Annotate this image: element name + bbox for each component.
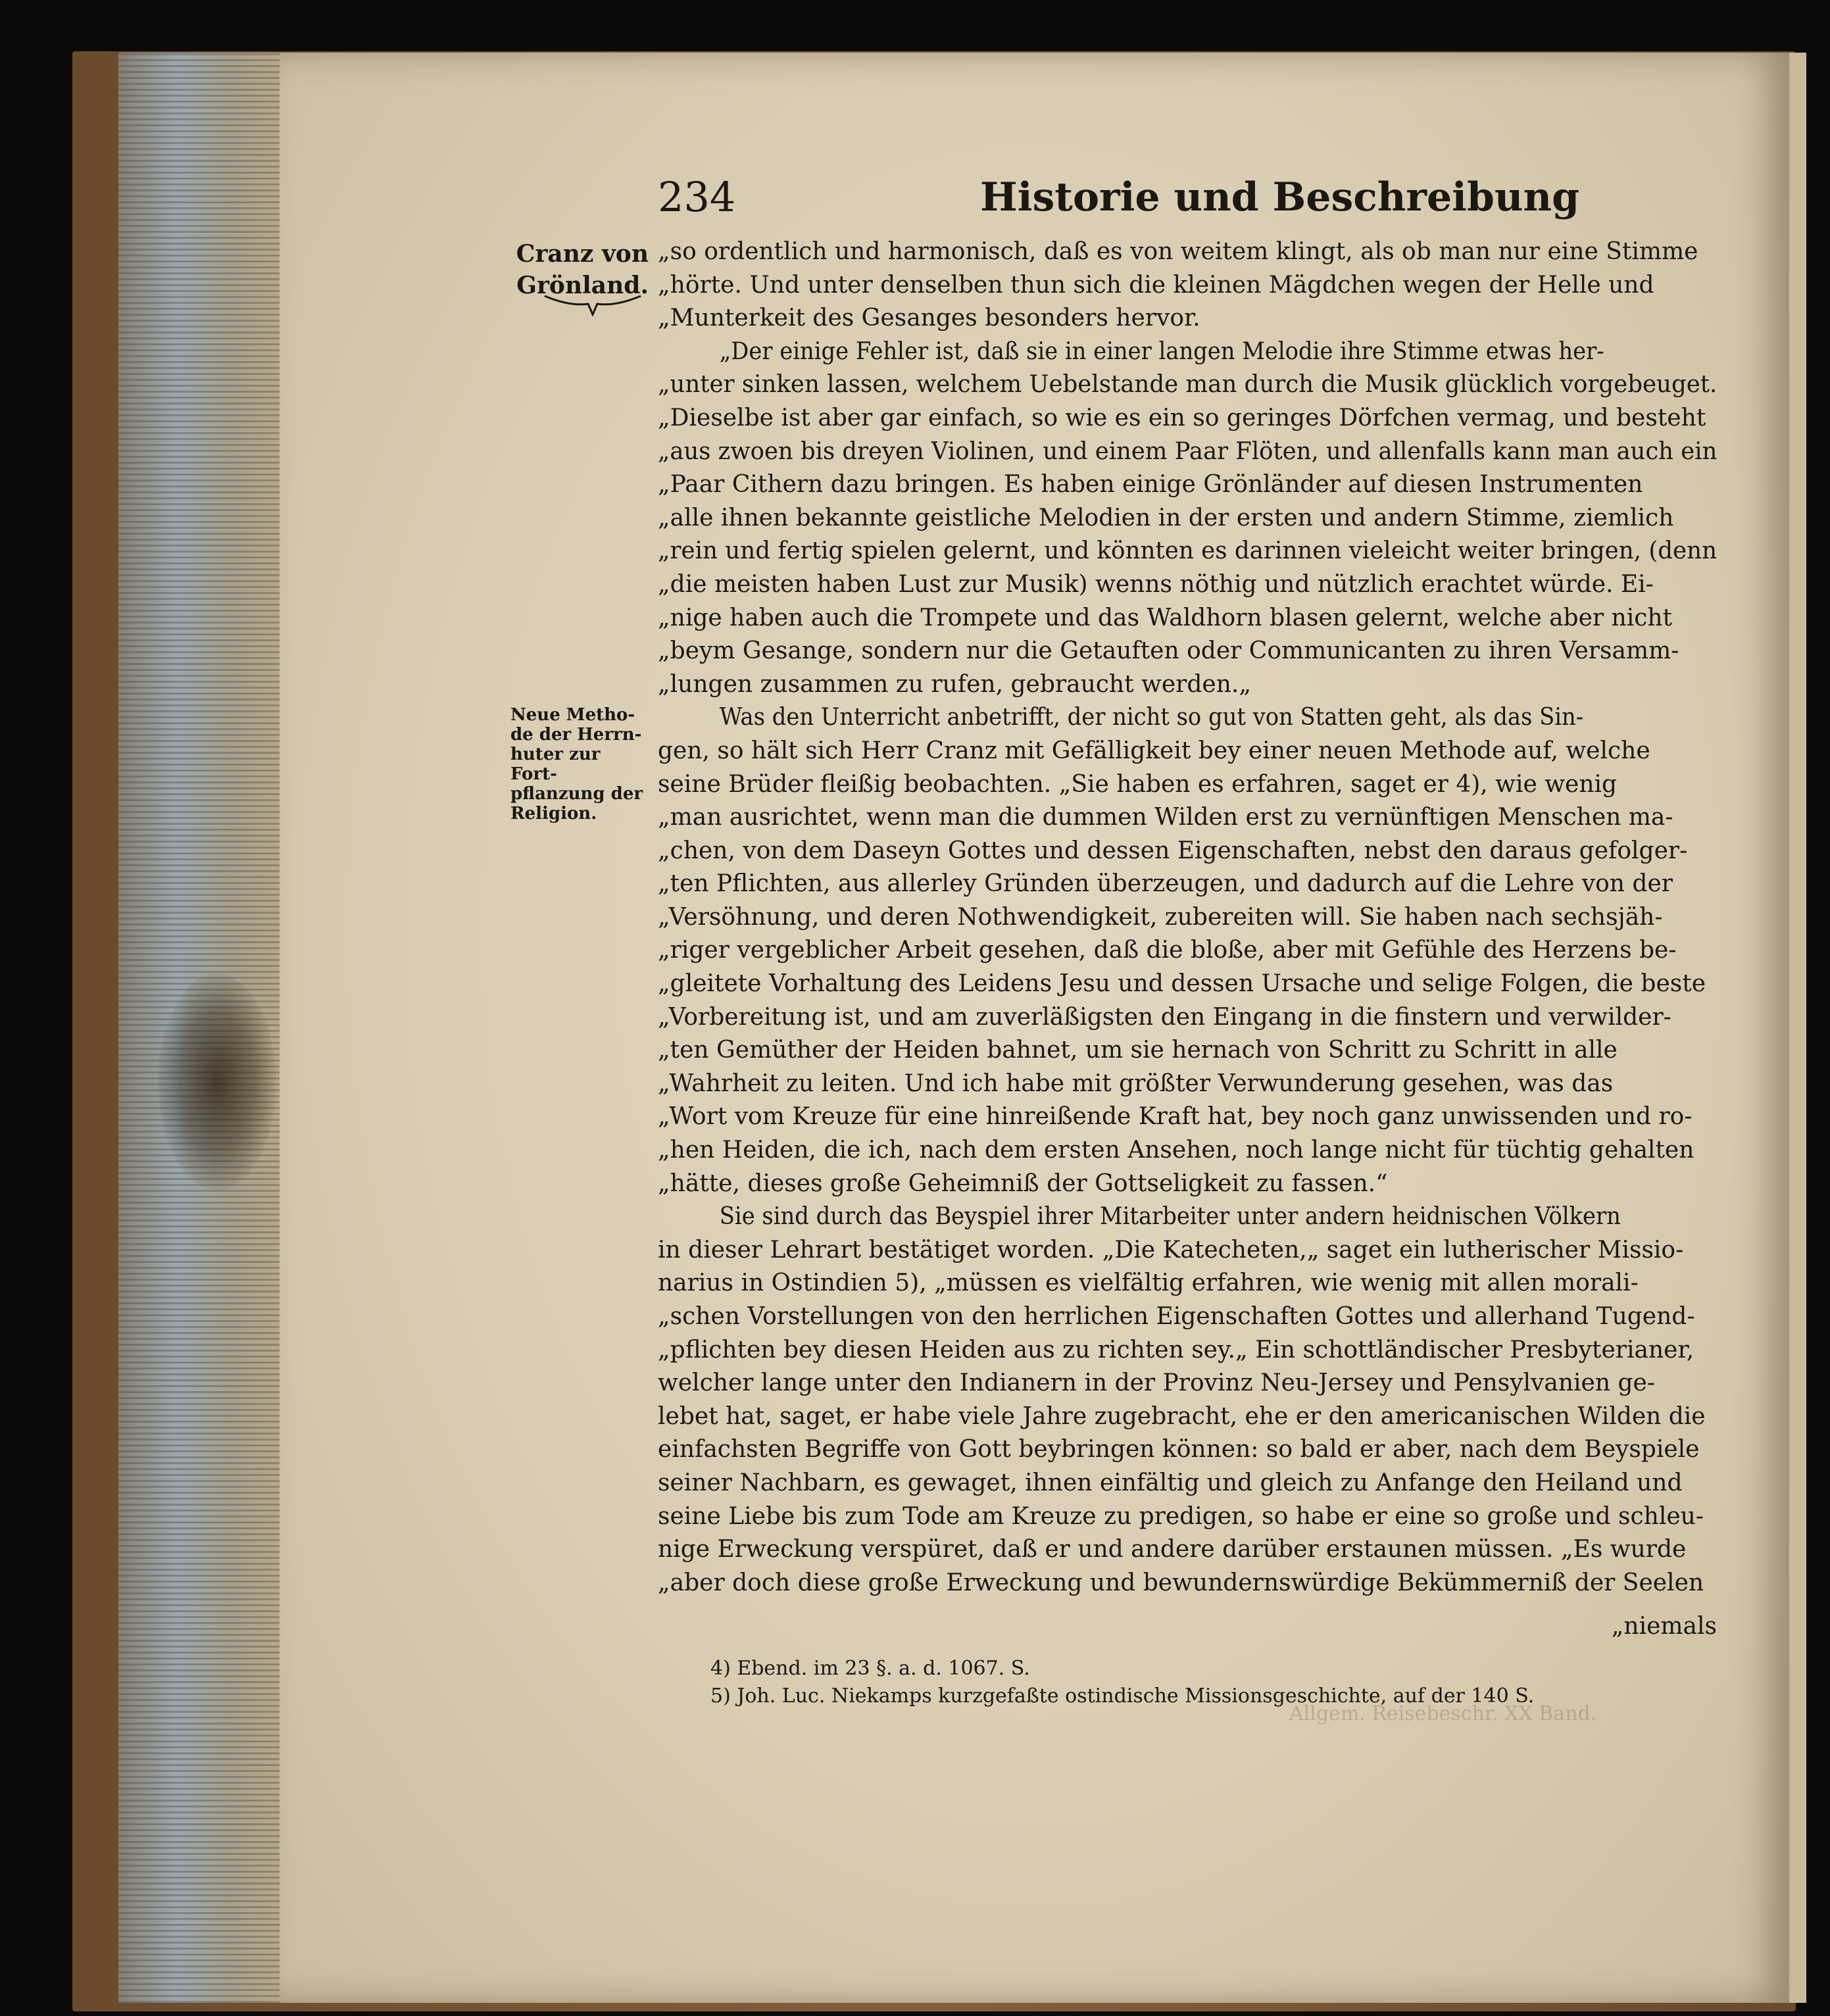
- text-line: seiner Nachbarn, es gewaget, ihnen einfältig und gleich zu Anfange den Heiland und: [658, 1469, 1683, 1496]
- water-stain: [158, 973, 276, 1191]
- text-line: „Paar Cithern dazu bringen. Es haben einige Grönländer auf diesen Instrumenten: [658, 471, 1643, 499]
- text-line: „so ordentlich und harmonisch, daß es von weitem klingt, als ob man nur eine Stimme: [658, 238, 1698, 265]
- text-line: „aus zwoen bis dreyen Violinen, und einem Paar Flöten, und allenfalls kann man auch ein: [658, 437, 1718, 465]
- text-line: „Vorbereitung ist, und am zuverläßigsten den Eingang in die finstern und verwilder-: [658, 1003, 1671, 1031]
- text-line: welcher lange unter den Indianern in der Provinz Neu-Jersey und Pensylvanien ge-: [658, 1369, 1656, 1397]
- margin-note-line: de der Herrn-: [510, 725, 642, 745]
- margin-note-method: [510, 705, 652, 824]
- footnote: 4) Ebend. im 23 §. a. d. 1067. S.: [710, 1657, 1030, 1680]
- text-line: „die meisten haben Lust zur Musik) wenns nöthig und nützlich erachtet würde. Ei-: [658, 570, 1654, 598]
- text-line: einfachsten Begriffe von Gott beybringen können: so bald er aber, nach dem Beyspiele: [658, 1436, 1700, 1463]
- footnote: 5) Joh. Luc. Niekamps kurzgefaßte ostindische Missionsgeschichte, auf der 140 S.: [710, 1684, 1535, 1708]
- text-line: gen, so hält sich Herr Cranz mit Gefälligkeit bey einer neuen Methode auf, welche: [658, 737, 1650, 764]
- text-line: „beym Gesange, sondern nur die Getauften oder Communicanten zu ihren Versamm-: [658, 637, 1679, 665]
- text-line: Sie sind durch das Beyspiel ihrer Mitarbeiter unter andern heidnischen Völkern: [719, 1203, 1621, 1231]
- text-line: „lungen zusammen zu rufen, gebraucht werden.„: [658, 670, 1251, 698]
- text-line: „rein und fertig spielen gelernt, und könnten es darinnen vieleicht weiter bringen, (denn: [658, 537, 1718, 565]
- text-line: „Wahrheit zu leiten. Und ich habe mit größter Verwunderung gesehen, was das: [658, 1069, 1614, 1097]
- text-line: „pflichten bey diesen Heiden aus zu richten sey.„ Ein schottländischer Presbyterianer,: [658, 1336, 1694, 1364]
- text-line: „hörte. Und unter denselben thun sich die kleinen Mägdchen wegen der Helle und: [658, 271, 1654, 299]
- text-line: „aber doch diese große Erweckung und bewundernswürdige Bekümmerniß der Seelen: [658, 1569, 1704, 1596]
- text-line: narius in Ostindien 5), „müssen es vielfältig erfahren, wie wenig mit allen morali-: [658, 1269, 1639, 1297]
- text-line: „ten Gemüther der Heiden bahnet, um sie hernach von Schritt zu Schritt in alle: [658, 1037, 1618, 1064]
- text-line: „chen, von dem Daseyn Gottes und dessen Eigenschaften, nebst den daraus gefolger-: [658, 837, 1688, 864]
- margin-note-line: Religion.: [510, 804, 597, 824]
- text-line: lebet hat, saget, er habe viele Jahre zugebracht, ehe er den americanischen Wilden die: [658, 1402, 1706, 1430]
- margin-note-line: Grönland.: [516, 272, 649, 299]
- text-line: „schen Vorstellungen von den herrlichen Eigenschaften Gottes und allerhand Tugend-: [658, 1303, 1695, 1330]
- text-line: „hen Heiden, die ich, nach dem ersten Ansehen, noch lange nicht für tüchtig gehalten: [658, 1137, 1694, 1164]
- text-line: seine Liebe bis zum Tode am Kreuze zu predigen, so habe er eine so große und schleu-: [658, 1502, 1704, 1530]
- text-line: „Der einige Fehler ist, daß sie in einer langen Melodie ihre Stimme etwas her-: [719, 337, 1604, 365]
- margin-note-line: Cranz von: [516, 240, 649, 268]
- page-block-edge: [118, 53, 280, 2003]
- margin-note-line: huter zur Fort-: [510, 745, 601, 784]
- margin-note-line: pflanzung der: [510, 784, 643, 804]
- text-line: „Versöhnung, und deren Nothwendigkeit, zubereiten will. Sie haben nach sechsjäh-: [658, 903, 1663, 931]
- page-number: 234: [658, 173, 736, 221]
- text-line: „Munterkeit des Gesanges besonders hervor.: [658, 305, 1200, 332]
- text-line: „riger vergeblicher Arbeit gesehen, daß die bloße, aber mit Gefühle des Herzens be-: [658, 937, 1677, 964]
- text-line: nige Erweckung verspüret, daß er und andere darüber erstaunen müssen. „Es wurde: [658, 1536, 1687, 1563]
- facing-page-edge: [1788, 53, 1806, 2003]
- bleed-through-text: Allgem. Reisebeschr. XX Band.: [1289, 1702, 1597, 1725]
- text-line: „Wort vom Kreuze für eine hinreißende Kraft hat, bey noch ganz unwissenden und ro-: [658, 1103, 1693, 1131]
- text-line: „man ausrichtet, wenn man die dummen Wilden erst zu vernünftigen Menschen ma-: [658, 804, 1673, 831]
- text-line: seine Brüder fleißig beobachten. „Sie haben es erfahren, saget er 4), wie wenig: [658, 770, 1618, 798]
- text-line: „unter sinken lassen, welchem Uebelstande man durch die Musik glücklich vorgebeuget.: [658, 371, 1718, 399]
- margin-note-line: Neue Metho-: [510, 705, 635, 725]
- text-line: „Dieselbe ist aber gar einfach, so wie es ein so geringes Dörfchen vermag, und besteht: [658, 404, 1706, 431]
- text-line: in dieser Lehrart bestätiget worden. „Die Katecheten,„ saget ein lutherischer Missio-: [658, 1236, 1684, 1264]
- body-text: [658, 235, 1717, 1600]
- text-line: „ten Pflichten, aus allerley Gründen überzeugen, und dadurch auf die Lehre von der: [658, 870, 1673, 898]
- text-line: „nige haben auch die Trompete und das Waldhorn blasen gelernt, welche aber nicht: [658, 604, 1673, 631]
- text-line: „hätte, dieses große Geheimniß der Gottseligkeit zu fassen.“: [658, 1169, 1388, 1197]
- running-head: Historie und Beschreibung: [980, 174, 1580, 220]
- text-line: „alle ihnen bekannte geistliche Melodien in der ersten und andern Stimme, ziemlich: [658, 504, 1674, 531]
- text-line: „gleitete Vorhaltung des Leidens Jesu und dessen Ursache und selige Folgen, die beste: [658, 970, 1706, 998]
- page-header: [658, 171, 1580, 224]
- bracket-ornament-icon: [543, 292, 642, 318]
- catchword: „niemals: [1611, 1613, 1717, 1640]
- text-line: Was den Unterricht anbetrifft, der nicht so gut von Statten geht, als das Sin-: [719, 704, 1584, 731]
